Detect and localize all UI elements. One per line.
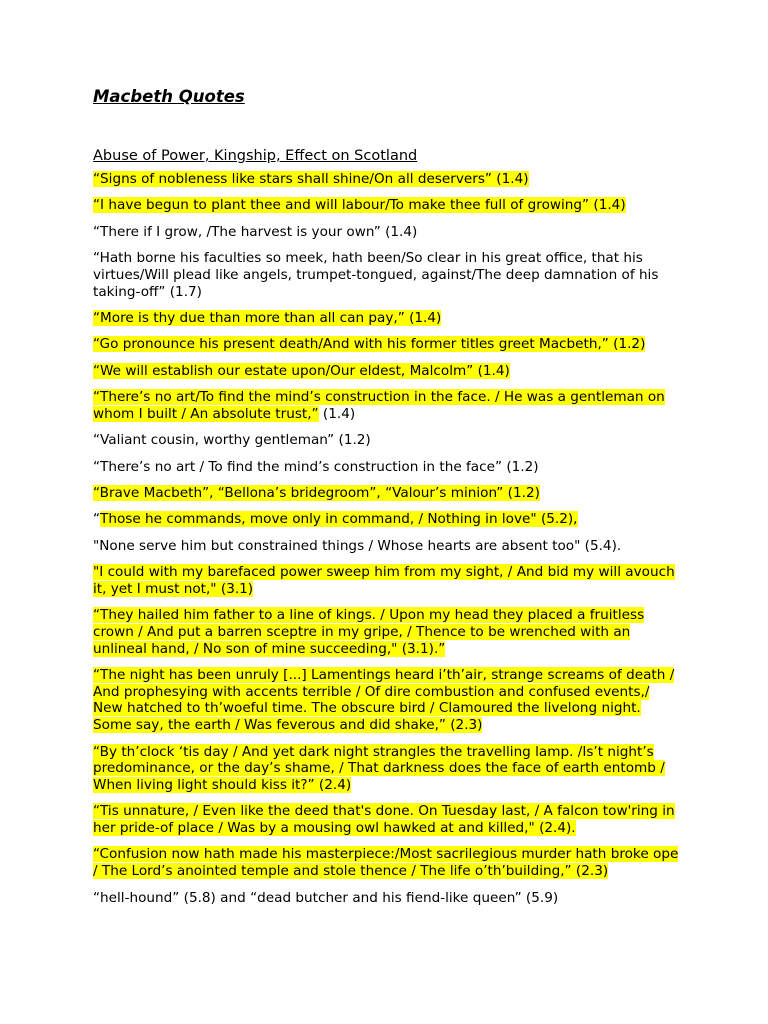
highlighted-text: “Tis unnature, / Even like the deed that's done. On Tuesday last, / A falcon tow'ring in her pride-of place / Was by a mousing owl hawked at and killed," (2.4).: [93, 803, 675, 837]
document-title: Macbeth Quotes: [93, 87, 245, 106]
highlighted-text: “They hailed him father to a line of kings. / Upon my head they placed a fruitless crown / And put a barren sceptre in my gripe, / Thence to be wrenched with an unlineal hand, / No son of mine succeeding," (3.1).”: [93, 607, 645, 657]
highlighted-text: “Confusion now hath made his masterpiece:/Most sacrilegious murder hath broke ope / The Lord’s anointed temple and stole thence / The life o’th’building,” (2.3): [93, 846, 679, 880]
highlighted-text: “I have begun to plant thee and will labour/To make thee full of growing” (1.4): [93, 197, 626, 214]
quote-item: [93, 890, 683, 907]
quote-text: “Hath borne his faculties so meek, hath been/So clear in his great office, that his virtues/Will plead like angels, trumpet-tongued, against/The deep damnation of his taking-off” (1.7): [93, 250, 659, 300]
quote-text: “hell-hound” (5.8) and “dead butcher and his fiend-like queen” (5.9): [93, 889, 559, 906]
quote-item: [93, 803, 683, 836]
quote-item: [93, 250, 683, 300]
quote-item: [93, 432, 683, 449]
quote-item: [93, 607, 683, 657]
quote-item: [93, 744, 683, 794]
quote-item: [93, 511, 683, 528]
highlighted-text: “There’s no art/To find the mind’s construction in the face. / He was a gentleman on whom I built / An absolute trust,”: [93, 389, 665, 422]
quote-text: "None serve him but constrained things / Whose hearts are absent too" (5.4).: [93, 537, 622, 554]
highlighted-text: “More is thy due than more than all can pay,” (1.4): [93, 309, 442, 326]
quote-text: “: [93, 511, 101, 528]
quote-item: [93, 389, 683, 422]
quote-item: [93, 310, 683, 327]
highlighted-text: “Go pronounce his present death/And with his former titles greet Macbeth,” (1.2): [93, 336, 646, 353]
quote-item: [93, 197, 683, 214]
quote-item: [93, 538, 683, 555]
quote-item: [93, 485, 683, 502]
document-page: [93, 86, 683, 916]
section-heading: Abuse of Power, Kingship, Effect on Scotland: [93, 148, 418, 164]
quote-item: [93, 224, 683, 241]
highlighted-text: “We will establish our estate upon/Our eldest, Malcolm” (1.4): [93, 362, 510, 379]
quote-text: “There’s no art / To find the mind’s construction in the face” (1.2): [93, 458, 539, 475]
quote-text: “There if I grow, /The harvest is your own” (1.4): [93, 223, 418, 240]
quote-item: [93, 171, 683, 188]
highlighted-text: Those he commands, move only in command, / Nothing in love" (5.2),: [100, 511, 578, 528]
quote-text: (1.4): [318, 405, 356, 422]
quote-item: [93, 564, 683, 597]
quote-item: [93, 846, 683, 879]
highlighted-text: "I could with my barefaced power sweep him from my sight, / And bid my will avouch it, yet I must not," (3.1): [93, 564, 675, 597]
highlighted-text: “Brave Macbeth”, “Bellona’s bridegroom”, “Valour’s minion” (1.2): [93, 485, 540, 502]
quote-item: [93, 667, 683, 734]
highlighted-text: “Signs of nobleness like stars shall shine/On all deservers” (1.4): [93, 171, 529, 187]
quote-list: [93, 171, 683, 906]
highlighted-text: “The night has been unruly [...] Lamentings heard i’th’air, strange screams of death / And prophesying with accents terrible / Of dire combustion and confused events,/ New hatched to th’woeful time. The obscure bird / Clamoured the livelong night. Some say, the earth / Was feverous and did shake,” (2.3): [93, 667, 675, 734]
highlighted-text: “By th’clock ‘tis day / And yet dark night strangles the travelling lamp. /Is’t night’s predominance, or the day’s shame, / That darkness does the face of earth entomb / When living light should kiss it?” (2.4): [93, 743, 665, 793]
quote-item: [93, 336, 683, 353]
quote-item: [93, 363, 683, 380]
quote-text: “Valiant cousin, worthy gentleman” (1.2): [93, 432, 371, 449]
quote-item: [93, 459, 683, 476]
